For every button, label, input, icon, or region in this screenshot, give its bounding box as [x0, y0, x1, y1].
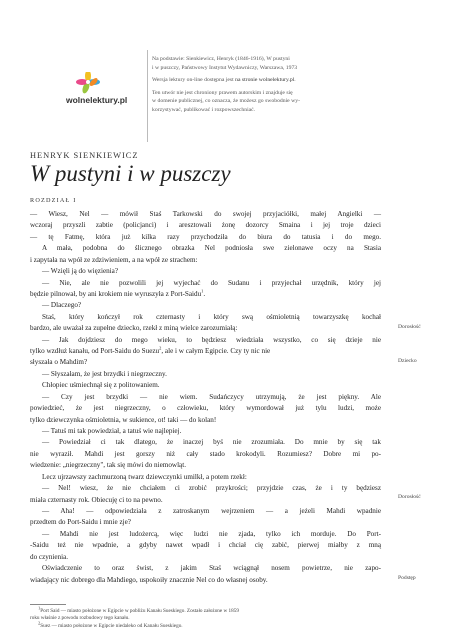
footnote-divider: [30, 604, 66, 605]
online-note: [152, 76, 367, 85]
text-segment: będzie pilnował, by ani krokiem nie wyruszyła z Port-Saidu: [30, 289, 202, 298]
text-line: — Wzięli ją do więzienia?: [42, 267, 119, 276]
text-line: słyszała o Mahdim?: [30, 358, 88, 367]
text-line: — Słyszałam, że jest brzydki i niegrzeczny.: [42, 369, 167, 378]
text-line: Oświadczenie to oraz świst, z jakim Staś wciągnął nosem powietrze, nie zapo-: [42, 564, 381, 573]
footnote-ref-1[interactable]: 1: [201, 288, 204, 294]
text-line: i zapytała na wpół ze zdziwieniem, a na wpół ze strachem:: [30, 255, 198, 264]
svg-text:wolnelektury.pl: wolnelektury.pl: [66, 95, 128, 105]
text-line: będzie pilnował, by ani krokiem nie wyruszyła z Port-Saidu$^1$.: [30, 288, 206, 298]
header-divider: [147, 50, 148, 142]
footnote-mark: 1: [38, 605, 41, 611]
margin-note-adulthood[interactable]: Dorosłość: [398, 324, 421, 330]
margin-note-trick[interactable]: Podstęp: [398, 575, 416, 581]
margin-note-child[interactable]: Dziecko: [398, 358, 417, 364]
text-line: do czynienia.: [30, 552, 69, 561]
footnote-2: [30, 620, 381, 630]
margin-note-adulthood-2[interactable]: Dorosłość: [398, 494, 421, 500]
footnote-text: Port Said — miasto położone w Egipcie w pobliżu Kanału Sueskiego. Zostało założone w 1859: [40, 608, 239, 614]
text-line: — Aha! — odpowiedziała z zatroskanym wejrzeniem — a jeżeli Mahdi wpadnie: [42, 506, 381, 515]
license-note: [152, 89, 367, 115]
text-line: [30, 346, 381, 357]
text-line: wiadający nic dobrego dla Mahdiego, uspokoiły znacznie Nel co do własnej osoby.: [30, 575, 268, 584]
text-line: — tę Fatmę, która już kilka razy przychodziła do biura do tatusia i do mego.: [30, 232, 381, 241]
footnote-text: Suez — miasto położone w Egipcie niedaleko od Kanału Sueskiego.: [40, 622, 183, 629]
online-suffix: .: [294, 77, 296, 84]
footnote-ref-2[interactable]: 2: [159, 345, 162, 351]
text-line: — Tatuś mi tak powiedział, a tatuś wie najlepiej.: [42, 427, 182, 436]
text-line: powiedzieć, że jest niegrzeczny, o człowieku, który wymordował już tylu ludzi, może: [30, 404, 381, 413]
text-line: — Nie, ale nie pozwolili jej wyjechać do Sudanu i przyjechał urzędnik, który jej: [42, 278, 381, 287]
text-line: -Saidu też nie wpadnie, a gdyby nawet wpadł i chciał cię zabić, pierwej miałby z mną: [30, 541, 381, 550]
text-line: — Wiesz, Nel — mówił Staś Tarkowski do swojej przyjaciółki, małej Angielki —: [30, 210, 381, 218]
flower-icon: [60, 72, 140, 108]
text-line: — Mahdi nie jest ludożercą, więc ludzi nie zjada, tylko ich morduje. Do Port-: [42, 529, 381, 538]
body-text: [30, 209, 381, 586]
text-line: A mała, podobna do ślicznego obrazka Nel podniosła swe zielonawe oczy na Stasia: [42, 244, 381, 253]
license-line-3: korzystywać, publikować i rozpowszechniać.: [152, 106, 256, 113]
text-line: miała czternasty rok. Obiecuję ci to na pewno.: [30, 495, 163, 504]
wolnelektury-link[interactable]: na stronie wolnelektury.pl: [235, 77, 295, 84]
source-info: [152, 55, 367, 119]
text-line: Lecz ujrzawszy zachmurzoną twarz dziewczynki umilkł, a potem rzekł:: [42, 472, 247, 481]
text-line: przedtem do Port-Saidu i mnie zje?: [30, 518, 131, 527]
chapter-heading: ROZDZIAŁ I: [30, 197, 77, 204]
footnote-1-cont: roku właśnie z powodu rozbudowy tego kanału.: [30, 615, 130, 622]
text-line: — Dlaczego?: [42, 301, 82, 310]
text-line: wiedzenie: „niegrzeczny", tak się mówi do niemowląt.: [30, 461, 186, 470]
license-line-2: w domenie publicznej, co oznacza, że możesz go swobodnie wy-: [152, 98, 300, 105]
footnotes: [30, 605, 381, 630]
text-line: Chłopiec uśmiechnął się z politowaniem.: [42, 381, 160, 390]
license-line-1: Ten utwór nie jest chroniony prawem autorskim i znajduje się: [152, 89, 293, 96]
footnote-1: [30, 605, 381, 615]
author-name: HENRYK SIENKIEWICZ: [30, 151, 139, 160]
source-line-2: i w puszczy, Państwowy Instytut Wydawniczy, Warszawa, 1973: [152, 64, 298, 71]
online-prefix: Wersja lektury on-line dostępna jest: [152, 77, 234, 84]
text-line: Staś, który kończył rok czternasty i który swą ośmioletnią towarzyszkę kochał: [42, 312, 381, 321]
footnote-mark: 2: [38, 620, 41, 626]
book-title: W pustyni i w puszczy: [30, 161, 231, 186]
source-line-1: Na podstawie: Sienkiewicz, Henryk (1846-1916), W pustyni: [152, 56, 290, 62]
text-segment: tylko wzdłuż kanału, od Port-Saidu do Suezu: [30, 347, 160, 356]
text-line: — Jak dojdziesz do mego wieku, to będziesz wiedziała wszystko, co się dzieje nie: [42, 335, 381, 344]
text-segment: , ale i w całym Egipcie. Czy ty nic nie: [161, 347, 271, 356]
wolnelektury-logo[interactable]: [60, 72, 140, 108]
text-line: — Nel! wiesz, że nie chciałem ci zrobić przykrości; przyjdzie czas, że i ty będziesz: [42, 484, 381, 493]
text-line: tylko dziewczynka ośmioletnia, w sukience, ot! taki — do kolan!: [30, 415, 217, 424]
text-line: bardzo, ale uważał za zupełne dziecko, rzekł z miną wielce zarozumiałą:: [30, 324, 238, 333]
text-line: — Czy jest brzydki — nie wiem. Sudańczycy utrzymują, że jest piękny. Ale: [42, 392, 381, 401]
source-note: [152, 55, 367, 72]
text-line: wczoraj przyszli zabtie (policjanci) i aresztowali żonę dozorcy Smaina i jej troje dzieci: [30, 221, 381, 230]
text-line: — Powiedział ci tak dlatego, że inaczej byś nie zrozumiała. Do mnie by się tak: [42, 438, 381, 447]
text-line: nie wyraził. Mahdi jest gorszy niż cały stado krokodyli. Rozumiesz? Dobre mi po-: [30, 449, 381, 458]
